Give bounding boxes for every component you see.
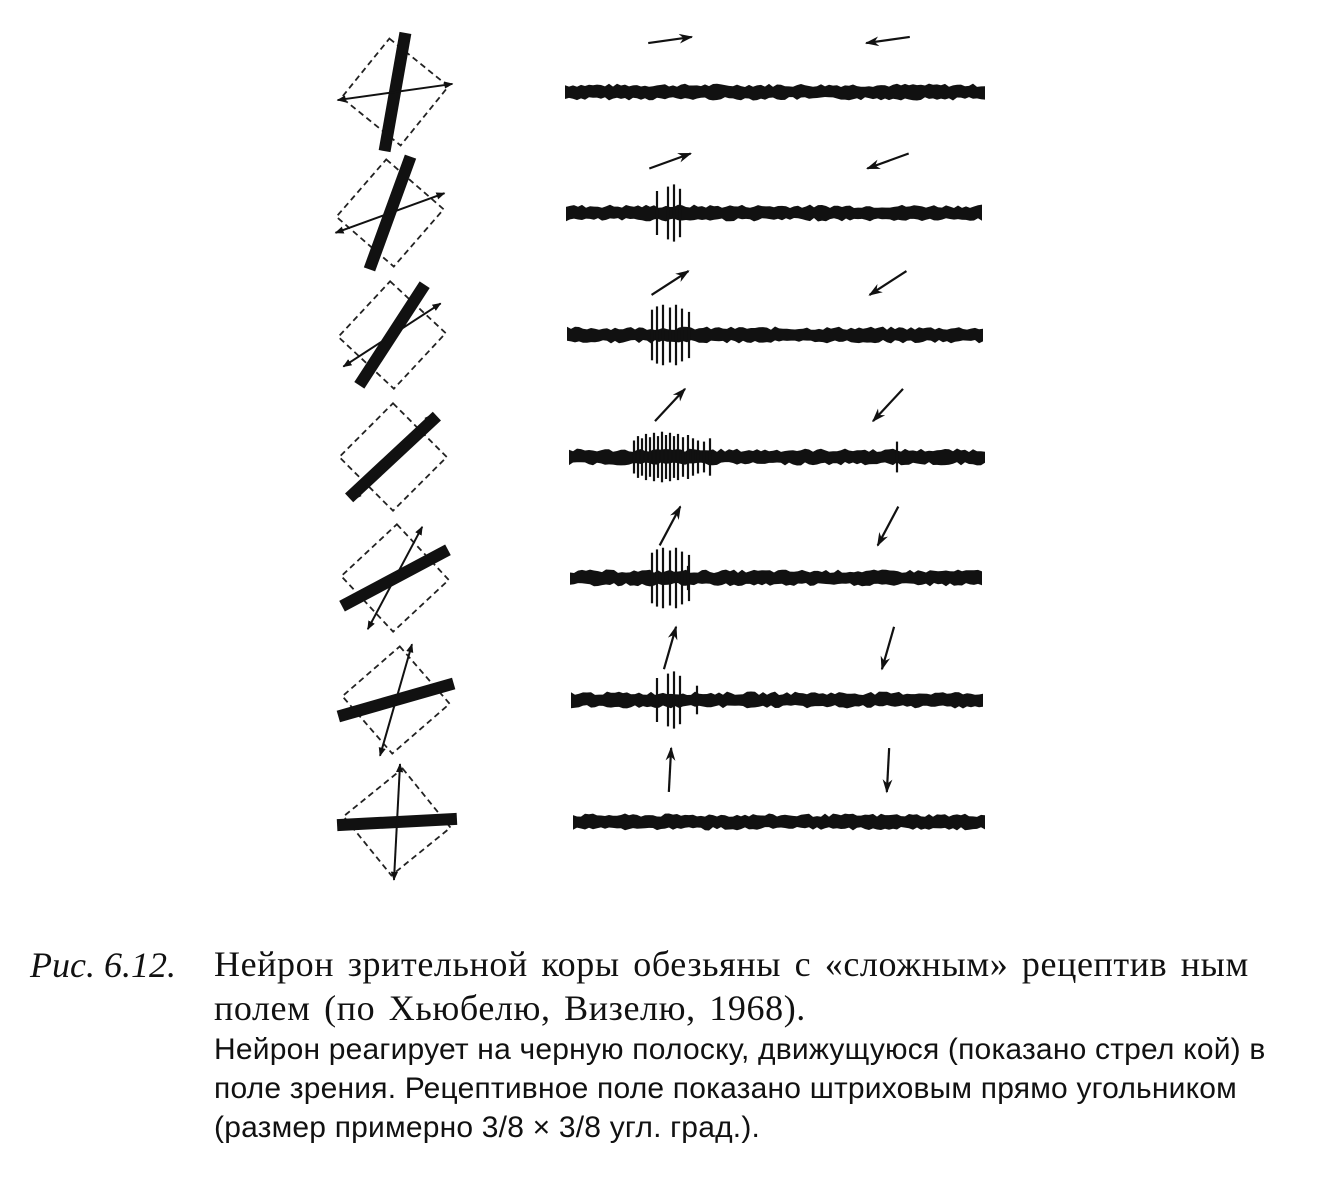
stimulus-row bbox=[338, 33, 985, 151]
motion-arrow-icon bbox=[368, 527, 422, 629]
stimulus-row bbox=[338, 627, 983, 756]
reverse-direction-arrow-icon bbox=[887, 748, 889, 792]
recording-trace bbox=[570, 570, 982, 587]
recording-trace bbox=[569, 449, 985, 466]
caption-text: Нейрон реагирует на черную полоску, движущуюся (показано стрел кой) в поле зрения. Рецептивное поле показано штриховым прямо угольником (размер примерно 3/8 × 3/8 угл. град.). bbox=[214, 1033, 1266, 1144]
recording-trace bbox=[571, 692, 983, 709]
forward-direction-arrow-icon bbox=[655, 389, 685, 421]
forward-direction-arrow-icon bbox=[652, 271, 689, 295]
stimulus-row bbox=[339, 389, 985, 511]
recording-trace bbox=[573, 814, 985, 831]
forward-direction-arrow-icon bbox=[649, 153, 690, 168]
reverse-direction-arrow-icon bbox=[867, 153, 908, 168]
reverse-direction-arrow-icon bbox=[866, 37, 910, 43]
reverse-direction-arrow-icon bbox=[870, 271, 907, 295]
forward-direction-arrow-icon bbox=[664, 627, 676, 669]
caption-title: Нейрон зрительной коры обезьяны с «сложным» рецептив ным полем (по Хьюбелю, Визелю, 1968). bbox=[214, 944, 1249, 1028]
motion-arrow-icon bbox=[343, 303, 440, 366]
forward-direction-arrow-icon bbox=[669, 748, 671, 792]
stimulus-row bbox=[341, 507, 982, 632]
recording-trace bbox=[565, 84, 985, 101]
forward-direction-arrow-icon bbox=[648, 37, 692, 43]
recording-trace bbox=[566, 205, 982, 222]
recording-trace bbox=[567, 327, 983, 344]
stimulus-row bbox=[337, 748, 985, 880]
motion-arrow-icon bbox=[353, 415, 432, 500]
stimulus-row bbox=[338, 271, 983, 389]
stimulus-row bbox=[335, 153, 982, 269]
reverse-direction-arrow-icon bbox=[882, 627, 894, 669]
forward-direction-arrow-icon bbox=[660, 507, 681, 546]
caption-label: Рис. 6.12. bbox=[30, 945, 176, 985]
reverse-direction-arrow-icon bbox=[878, 507, 899, 546]
reverse-direction-arrow-icon bbox=[873, 389, 903, 421]
